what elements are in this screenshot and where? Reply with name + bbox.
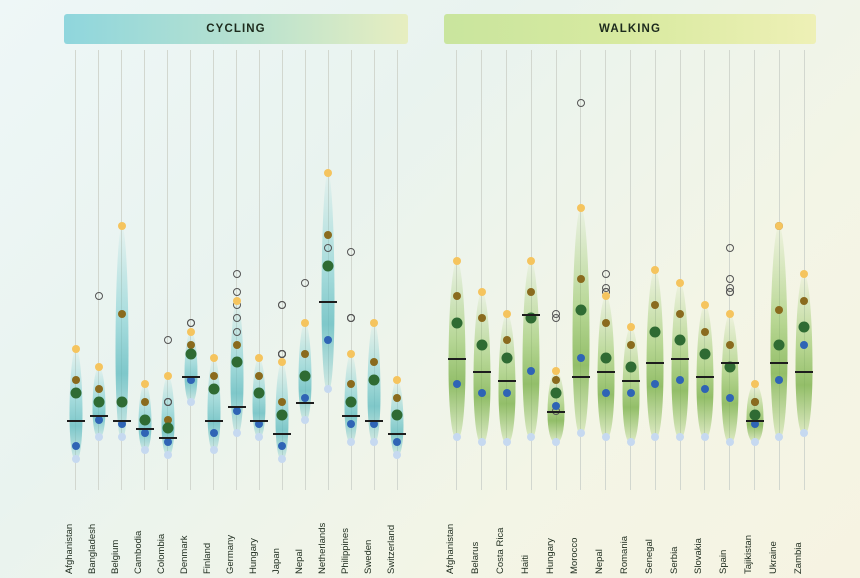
lower-estimate-marker <box>393 438 401 446</box>
density-band <box>322 173 335 389</box>
high-outlier-marker <box>255 354 263 362</box>
overall-median-marker <box>575 304 586 315</box>
upper-estimate-marker <box>627 341 635 349</box>
upper-estimate-marker <box>552 376 560 384</box>
category-label-slot <box>693 496 705 574</box>
high-outlier-marker <box>503 310 511 318</box>
category-label: Slovakia <box>693 538 705 574</box>
density-band <box>721 314 738 442</box>
individual-survey-marker <box>233 288 241 296</box>
category-column <box>259 50 260 490</box>
category-label-slot <box>519 496 532 574</box>
individual-survey-marker <box>726 288 734 296</box>
low-outlier-marker <box>701 433 709 441</box>
individual-survey-marker <box>233 314 241 322</box>
low-outlier-marker <box>95 433 103 441</box>
category-label: Germany <box>225 534 236 574</box>
upper-estimate-marker <box>95 385 103 393</box>
upper-estimate-marker <box>233 341 241 349</box>
low-outlier-marker <box>478 438 486 446</box>
median-tick <box>622 380 640 382</box>
upper-estimate-marker <box>726 341 734 349</box>
high-outlier-marker <box>651 266 659 274</box>
upper-estimate-marker <box>141 398 149 406</box>
category-label: Romania <box>619 535 630 574</box>
median-tick <box>296 402 314 404</box>
median-tick <box>136 428 154 430</box>
upper-estimate-marker <box>602 319 610 327</box>
category-column <box>680 50 681 490</box>
cycling-plot-area <box>64 50 408 490</box>
overall-median-marker <box>675 335 686 346</box>
low-outlier-marker <box>324 385 332 393</box>
upper-estimate-marker <box>118 310 126 318</box>
low-outlier-marker <box>72 455 80 463</box>
category-label-slot <box>64 496 76 574</box>
overall-median-marker <box>254 388 265 399</box>
overall-median-marker <box>231 357 242 368</box>
median-tick <box>522 314 540 316</box>
high-outlier-marker <box>602 292 610 300</box>
overall-median-marker <box>551 388 562 399</box>
high-outlier-marker <box>187 328 195 336</box>
category-column <box>282 50 283 490</box>
individual-survey-marker <box>324 244 332 252</box>
low-outlier-marker <box>627 438 635 446</box>
category-column <box>729 50 730 490</box>
category-label: Nepal <box>594 549 606 574</box>
lower-estimate-marker <box>324 336 332 344</box>
category-label: Denmark <box>179 535 191 574</box>
category-column <box>121 50 122 490</box>
category-label-slot <box>619 496 631 574</box>
lower-estimate-marker <box>552 402 560 410</box>
overall-median-marker <box>323 260 334 271</box>
low-outlier-marker <box>602 433 610 441</box>
category-label: Zambia <box>792 542 804 574</box>
median-tick <box>113 420 131 422</box>
low-outlier-marker <box>301 416 309 424</box>
overall-median-marker <box>70 388 81 399</box>
individual-survey-marker <box>233 328 241 336</box>
low-outlier-marker <box>527 433 535 441</box>
overall-median-marker <box>185 348 196 359</box>
cycling-category-labels <box>64 494 408 576</box>
low-outlier-marker <box>503 438 511 446</box>
overall-median-marker <box>93 397 104 408</box>
median-tick <box>273 433 291 435</box>
category-label-slot <box>385 496 398 574</box>
category-label-slot <box>495 496 507 574</box>
overall-median-marker <box>625 361 636 372</box>
category-column <box>580 50 581 490</box>
overall-median-marker <box>476 339 487 350</box>
category-column <box>655 50 656 490</box>
category-label-slot <box>202 496 214 574</box>
high-outlier-marker <box>453 257 461 265</box>
density-band <box>672 283 689 437</box>
lower-estimate-marker <box>627 389 635 397</box>
individual-survey-marker <box>164 398 172 406</box>
overall-median-marker <box>116 397 127 408</box>
category-label-slot <box>270 496 283 574</box>
median-tick <box>746 420 764 422</box>
median-tick <box>795 371 813 373</box>
upper-estimate-marker <box>503 336 511 344</box>
density-band <box>448 261 465 437</box>
median-tick <box>205 420 223 422</box>
median-tick <box>448 358 466 360</box>
category-column <box>531 50 532 490</box>
category-column <box>374 50 375 490</box>
overall-median-marker <box>699 348 710 359</box>
high-outlier-marker <box>72 345 80 353</box>
category-label: Cambodia <box>133 530 145 574</box>
category-label-slot <box>767 496 780 574</box>
high-outlier-marker <box>278 358 286 366</box>
low-outlier-marker <box>726 438 734 446</box>
high-outlier-marker <box>552 367 560 375</box>
density-band <box>647 270 664 437</box>
individual-survey-marker <box>726 244 734 252</box>
low-outlier-marker <box>800 429 808 437</box>
upper-estimate-marker <box>775 306 783 314</box>
low-outlier-marker <box>278 455 286 463</box>
median-tick <box>250 420 268 422</box>
category-label-slot <box>668 496 681 574</box>
median-tick <box>572 376 590 378</box>
median-tick <box>182 376 200 378</box>
low-outlier-marker <box>552 438 560 446</box>
category-column <box>804 50 805 490</box>
low-outlier-marker <box>118 433 126 441</box>
individual-survey-marker <box>164 336 172 344</box>
individual-survey-marker <box>577 99 585 107</box>
lower-estimate-marker <box>602 389 610 397</box>
high-outlier-marker <box>164 372 172 380</box>
category-column <box>754 50 755 490</box>
median-tick <box>498 380 516 382</box>
individual-survey-marker <box>233 270 241 278</box>
category-label: Hungary <box>247 538 259 574</box>
category-label: Japan <box>270 548 282 574</box>
category-column <box>305 50 306 490</box>
high-outlier-marker <box>301 319 309 327</box>
category-label-slot <box>643 496 656 574</box>
median-tick <box>67 420 85 422</box>
low-outlier-marker <box>255 433 263 441</box>
category-column <box>236 50 237 490</box>
category-label-slot <box>339 496 352 574</box>
overall-median-marker <box>392 410 403 421</box>
overall-median-marker <box>208 383 219 394</box>
high-outlier-marker <box>627 323 635 331</box>
category-column <box>328 50 329 490</box>
upper-estimate-marker <box>210 372 218 380</box>
overall-median-marker <box>650 326 661 337</box>
median-tick <box>319 301 337 303</box>
individual-survey-marker <box>278 301 286 309</box>
individual-survey-marker <box>347 248 355 256</box>
upper-estimate-marker <box>577 275 585 283</box>
category-label-slot <box>445 496 457 574</box>
category-label-slot <box>87 496 99 574</box>
low-outlier-marker <box>651 433 659 441</box>
upper-estimate-marker <box>347 380 355 388</box>
axis-line <box>190 50 191 490</box>
individual-survey-marker <box>301 279 309 287</box>
category-label: Philippines <box>339 528 351 574</box>
lower-estimate-marker <box>210 429 218 437</box>
category-column <box>351 50 352 490</box>
overall-median-marker <box>346 397 357 408</box>
median-tick <box>90 415 108 417</box>
low-outlier-marker <box>347 438 355 446</box>
individual-survey-marker <box>726 275 734 283</box>
category-column <box>506 50 507 490</box>
low-outlier-marker <box>187 398 195 406</box>
median-tick <box>159 437 177 439</box>
category-column <box>704 50 705 490</box>
category-label-slot <box>470 496 482 574</box>
high-outlier-marker <box>233 297 241 305</box>
category-column <box>213 50 214 490</box>
high-outlier-marker <box>393 376 401 384</box>
individual-survey-marker <box>95 292 103 300</box>
category-label: Serbia <box>668 546 680 574</box>
category-label-slot <box>110 496 122 574</box>
upper-estimate-marker <box>370 358 378 366</box>
lower-estimate-marker <box>651 380 659 388</box>
median-tick <box>473 371 491 373</box>
lower-estimate-marker <box>527 367 535 375</box>
overall-median-marker <box>369 375 380 386</box>
upper-estimate-marker <box>393 394 401 402</box>
individual-survey-marker <box>347 314 355 322</box>
category-label-slot <box>133 496 145 574</box>
category-label: Sweden <box>362 539 374 574</box>
category-label-slot <box>718 496 730 574</box>
axis-line <box>305 50 306 490</box>
lower-estimate-marker <box>301 394 309 402</box>
overall-median-marker <box>600 353 611 364</box>
low-outlier-marker <box>577 429 585 437</box>
upper-estimate-marker <box>651 301 659 309</box>
lower-estimate-marker <box>453 380 461 388</box>
high-outlier-marker <box>577 204 585 212</box>
high-outlier-marker <box>118 222 126 230</box>
low-outlier-marker <box>164 451 172 459</box>
high-outlier-marker <box>141 380 149 388</box>
low-outlier-marker <box>775 433 783 441</box>
category-label-slot <box>225 496 237 574</box>
high-outlier-marker <box>726 310 734 318</box>
lower-estimate-marker <box>347 420 355 428</box>
individual-survey-marker <box>552 314 560 322</box>
category-label: Spain <box>718 549 730 574</box>
category-label-slot <box>156 496 168 574</box>
high-outlier-marker <box>527 257 535 265</box>
cycling-panel-title: CYCLING <box>64 14 408 44</box>
upper-estimate-marker <box>800 297 808 305</box>
category-label: Afghanistan <box>445 523 457 574</box>
lower-estimate-marker <box>577 354 585 362</box>
low-outlier-marker <box>233 429 241 437</box>
density-band <box>572 208 589 432</box>
category-label: Belgium <box>110 539 122 574</box>
upper-estimate-marker <box>527 288 535 296</box>
high-outlier-marker <box>324 169 332 177</box>
category-column <box>167 50 168 490</box>
upper-estimate-marker <box>72 376 80 384</box>
high-outlier-marker <box>210 354 218 362</box>
upper-estimate-marker <box>324 231 332 239</box>
high-outlier-marker <box>347 350 355 358</box>
category-label: Ukraine <box>767 541 779 574</box>
category-column <box>605 50 606 490</box>
lower-estimate-marker <box>775 376 783 384</box>
low-outlier-marker <box>453 433 461 441</box>
category-column <box>397 50 398 490</box>
low-outlier-marker <box>393 451 401 459</box>
category-label-slot <box>316 496 329 574</box>
median-tick <box>547 411 565 413</box>
high-outlier-marker <box>800 270 808 278</box>
category-label-slot <box>743 496 755 574</box>
category-label: Afghanistan <box>64 523 76 574</box>
category-column <box>456 50 457 490</box>
category-label: Netherlands <box>316 522 328 574</box>
lower-estimate-marker <box>503 389 511 397</box>
category-label-slot <box>594 496 606 574</box>
overall-median-marker <box>162 423 173 434</box>
overall-median-marker <box>799 322 810 333</box>
category-column <box>144 50 145 490</box>
median-tick <box>696 376 714 378</box>
category-column <box>481 50 482 490</box>
median-tick <box>597 371 615 373</box>
category-label: Belarus <box>470 541 482 574</box>
lower-estimate-marker <box>701 385 709 393</box>
individual-survey-marker <box>187 319 195 327</box>
upper-estimate-marker <box>701 328 709 336</box>
lower-estimate-marker <box>676 376 684 384</box>
category-column <box>630 50 631 490</box>
high-outlier-marker <box>701 301 709 309</box>
overall-median-marker <box>501 353 512 364</box>
individual-survey-marker <box>602 270 610 278</box>
overall-median-marker <box>277 410 288 421</box>
upper-estimate-marker <box>478 314 486 322</box>
upper-estimate-marker <box>453 292 461 300</box>
median-tick <box>721 362 739 364</box>
overall-median-marker <box>451 317 462 328</box>
upper-estimate-marker <box>278 398 286 406</box>
high-outlier-marker <box>478 288 486 296</box>
lower-estimate-marker <box>278 442 286 450</box>
category-label: Hungary <box>544 538 556 574</box>
median-tick <box>388 433 406 435</box>
upper-estimate-marker <box>676 310 684 318</box>
category-label: Nepal <box>293 549 305 574</box>
overall-median-marker <box>774 339 785 350</box>
lower-estimate-marker <box>726 394 734 402</box>
low-outlier-marker <box>370 438 378 446</box>
upper-estimate-marker <box>751 398 759 406</box>
walking-category-labels <box>444 494 816 576</box>
density-band <box>771 226 788 437</box>
walking-panel-title: WALKING <box>444 14 816 44</box>
category-label-slot <box>792 496 805 574</box>
category-label-slot <box>179 496 191 574</box>
category-label-slot <box>362 496 375 574</box>
category-label: Haiti <box>519 554 531 574</box>
low-outlier-marker <box>210 446 218 454</box>
lower-estimate-marker <box>800 341 808 349</box>
median-tick <box>671 358 689 360</box>
category-column <box>779 50 780 490</box>
low-outlier-marker <box>141 446 149 454</box>
median-tick <box>228 406 246 408</box>
high-outlier-marker <box>751 380 759 388</box>
overall-median-marker <box>139 414 150 425</box>
category-label: Tajikistan <box>743 534 754 574</box>
category-column <box>556 50 557 490</box>
category-label-slot <box>293 496 306 574</box>
density-band <box>498 314 515 442</box>
category-label-slot <box>544 496 557 574</box>
category-label: Switzerland <box>385 524 397 574</box>
category-label-slot <box>247 496 260 574</box>
high-outlier-marker <box>370 319 378 327</box>
category-column <box>190 50 191 490</box>
category-label: Finland <box>202 542 214 574</box>
density-band <box>696 305 713 437</box>
high-outlier-marker <box>676 279 684 287</box>
category-label: Costa Rica <box>495 527 506 574</box>
low-outlier-marker <box>751 438 759 446</box>
upper-estimate-marker <box>255 372 263 380</box>
lower-estimate-marker <box>72 442 80 450</box>
high-outlier-marker <box>775 222 783 230</box>
median-tick <box>770 362 788 364</box>
category-label-slot <box>569 496 581 574</box>
upper-estimate-marker <box>301 350 309 358</box>
median-tick <box>342 415 360 417</box>
category-label: Morocco <box>569 537 581 574</box>
category-label: Colombia <box>156 533 168 574</box>
category-label: Bangladesh <box>87 523 99 574</box>
density-band <box>597 296 614 437</box>
lower-estimate-marker <box>478 389 486 397</box>
individual-survey-marker <box>278 350 286 358</box>
low-outlier-marker <box>676 433 684 441</box>
category-column <box>98 50 99 490</box>
category-label: Senegal <box>643 539 655 574</box>
median-tick <box>365 420 383 422</box>
overall-median-marker <box>300 370 311 381</box>
category-column <box>75 50 76 490</box>
walking-plot-area <box>444 50 816 490</box>
high-outlier-marker <box>95 363 103 371</box>
median-tick <box>646 362 664 364</box>
